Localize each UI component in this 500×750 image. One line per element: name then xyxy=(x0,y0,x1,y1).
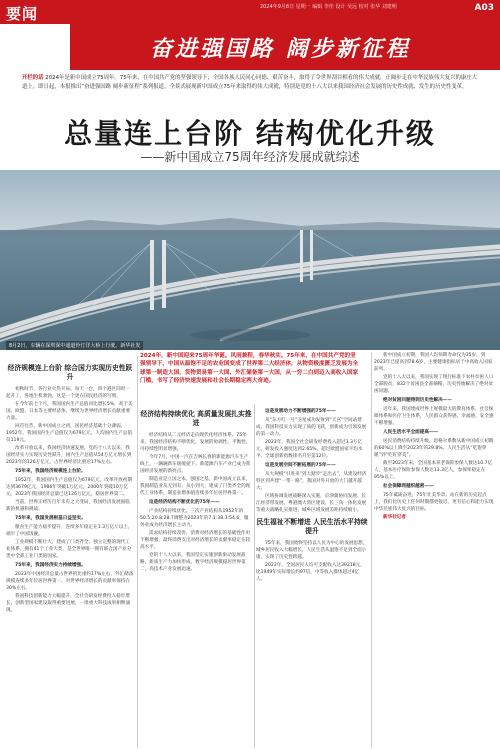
lead-paragraph xyxy=(22,74,482,91)
subheading: 社会保障网越织越密—— xyxy=(383,484,434,489)
paragraph: 工业规模不断壮大，建成了门类齐全、独立完整的现代工业体系，拥有41个工业大类，是全世界唯一拥有联合国产业分类中全部工业门类的国家。 xyxy=(6,540,132,559)
section-title: 要闻 xyxy=(6,5,39,23)
paragraph: 区域协调发展战略深入实施，京津冀协同发展、长江经济带发展、粤港澳大湾区建设、长三角一体化发展等重大战略扎实推进，城乡区域发展差距持续缩小。 xyxy=(256,494,367,513)
article-column-3 xyxy=(256,406,368,748)
column-divider xyxy=(137,356,138,748)
paragraph: 党的十八大以来，我国坚定实施创新驱动发展战略，新质生产力加快形成，数字经济规模稳居世界第二，高技术产业发展迅速。 xyxy=(140,553,246,572)
intro-summary: 2024年，新中国迎来75周年华诞。风雨兼程，春华秋实。75年来，在中国共产党的坚强领导下，中国从温饱不足的农业国变成了世界第二大经济体，从物资极度匮乏发展为全球第一制造大国、货物贸易第一大国、外汇储备第一大国，从一穷二白到迈入高收入国家门槛，书写了经济快速发展和社会长期稳定两大奇迹。 xyxy=(140,353,359,385)
subheadline: ——新中国成立75周年经济发展成就综述 xyxy=(140,150,360,164)
subheading: 这是经济结构不断优化的75年—— xyxy=(149,500,220,505)
paragraph: 需求结构持续改善，消费对经济增长的基础性作用不断增强，最终消费支出对经济增长的贡献率稳定在较高水平。 xyxy=(140,531,251,550)
article-column-2 xyxy=(140,406,252,748)
paragraph: 粮食生产能力稳步提升，连续多年稳定在1.3万亿斤以上，端牢了中国饭碗。 xyxy=(6,525,133,537)
subheading: 这是发展空间不断拓展的75年—— xyxy=(265,463,336,468)
subheading: 绝对贫困问题得到历史性解决—— xyxy=(383,398,452,403)
paragraph: 当前，世界正经历百年未有之大变局，我国经济发展面临新的机遇和挑战。 xyxy=(6,500,130,512)
column-divider xyxy=(254,404,255,748)
paragraph: 从大规模“引进来”到大踏步“走出去”，从建设经济特区到共建“一带一路”，我国对外开放的大门越开越大。 xyxy=(256,472,367,491)
section-heading-livelihood: 民生福祉不断增进 人民生活水平持续提升 xyxy=(256,518,368,535)
column-banner xyxy=(70,24,500,70)
section-heading-structure: 经济结构持续优化 高质量发展扎实推进 xyxy=(140,410,252,427)
paragraph: 我国科技创新能力大幅提升，全社会研发经费投入稳步增长，创新型国家建设取得重要进展，一批重大科技成果相继涌现。 xyxy=(6,594,131,613)
lead-text: 2024年是新中国成立75周年。75年来，在中国共产党的坚强领导下，全国各族人民同心同德、艰苦奋斗，取得了令世界刮目相看的伟大成就，正阔步走在中华民族伟大复兴的康庄大道上。即日起，本报推出“奋进强国路 阔步新征程”系列报道，全景式展现新中国成立75年来取得的伟大成就，特别是党的十八大以来我国经济社会发展的历史性成就、发生的历史性变革。 xyxy=(22,75,478,90)
subheading: 75年来，我国经济规模连上台阶。 xyxy=(15,469,86,474)
paragraph: 75年砥砺奋进，75年壮美华章。站在新的历史起点上，我们比历史上任何时期都更接近、更有信心和能力实现中华民族伟大复兴的目标。 xyxy=(374,493,494,512)
headline: 总量连上台阶 结构优化升级 xyxy=(64,117,436,150)
banner-title: 奋进强国路 阔步新征程 xyxy=(150,37,411,62)
paragraph: 改革开放以来，我国经济快速发展。党的十八大以来，我国经济实力实现历史性跃升，国内生产总值从54万亿元增长到2023年的126万亿元，占世界经济比重达17%左右。 xyxy=(6,446,132,465)
paragraph: 从“东方红一号”卫星成功发射到“天宫”空间站建成，我国科技实力实现了质的飞跃，创新成为引领发展的第一动力。 xyxy=(256,418,367,437)
paragraph: 初秋时节，各行业火热开局。每天一台，四个港区同时一起开工，各地生机勃勃，这是一个更在国民经济的写照。 xyxy=(6,387,130,399)
paragraph: 居民消费结构持续升级，恩格尔系数从新中国成立初期的60%以上降至2023年的29.8%，人民生活从“吃饱穿暖”到“吃好穿美”。 xyxy=(374,439,494,458)
paragraph: 截至2023年末，全国基本养老保险参保人数达10.7亿人，基本医疗保险参保人数达13.3亿人，参保率稳定在95%以上。 xyxy=(374,461,493,480)
photo-caption: 8月2日，车辆在深圳深中通道伶仃洋大桥上行驶。新华社发 xyxy=(6,341,143,350)
paragraph: 2023年中国经济总量占世界的比重约17%左右，外汇储备规模连续多年位居世界第一，对世界经济增长的贡献率保持在30%左右。 xyxy=(6,572,134,591)
paragraph: 75年来，我国始终坚持以人民为中心的发展思想，城乡居民收入大幅增长，人民生活从温饱不足到全面小康，实现了历史性跨越。 xyxy=(256,541,368,560)
subheading: 75年来，我国经济实力持续增强。 xyxy=(15,563,86,568)
bridge-photo-illustration xyxy=(0,170,500,350)
paragraph: 回首往昔，新中国成立之初，国民经济基础十分薄弱。1952年，我国国内生产总值仅为679亿元，人均国内生产总值仅119元。 xyxy=(6,424,133,443)
page-number: A03 xyxy=(474,3,494,13)
subheading: 75年来，我国发展根基日益坚实。 xyxy=(15,516,86,521)
bridge-photo xyxy=(0,170,500,350)
paragraph: 1952年，我国国内生产总值仅为679亿元，改革开放初期达到3679亿元，1986年突破1万亿元，2000年突破10万亿元。2023年我国经济总量已达126万亿元，稳居世界第二。 xyxy=(6,478,132,497)
paragraph: 今年7月，中国一汽在吉林长春的新能源汽车生产线上，一辆辆新车缓缓驶下。新能源汽车产业已成为我国经济发展的新亮点。 xyxy=(140,455,251,474)
issue-meta: 2024年9月8日 星期一 编辑 李佳 设计 吴远 校对 张华 刘建明 xyxy=(260,4,397,10)
article-column-4 xyxy=(374,352,494,748)
subheading: 人民生活水平全面提高—— xyxy=(383,430,439,435)
masthead xyxy=(0,0,500,24)
paragraph: 制造业是立国之本、强国之基。新中国成立以来，我国制造业从无到有、从小到大，建成了门类齐全的现代工业体系，制造业增加值连续多年位居世界第一。 xyxy=(140,477,251,496)
paragraph: 新中国成立初期，我国人均预期寿命仅为35岁，到2023年已提高到78.6岁，主要健康指标居于中高收入国家前列。 xyxy=(374,353,493,372)
paragraph: 2023年，我国全社会研发经费投入超过3.3万亿元，研发投入强度达到2.65%，超过欧盟国家平均水平。全球创新指数排名升至第12位。 xyxy=(256,440,363,459)
article-column-1 xyxy=(6,360,134,748)
paragraph: 在今年前七个月，我国国内生产总值同比增长5%，高于美国、欧盟、日本等主要经济体，继续为世界经济增长贡献重要力量。 xyxy=(6,402,133,421)
lead-highlight: 开栏的话 xyxy=(22,75,44,81)
subheading: 这是发展动力不断增强的75年—— xyxy=(265,409,336,414)
article-author: 新华社记者 xyxy=(383,515,406,520)
paragraph: 产业结构持续优化。三次产业结构从1952年的50.5:20.8:28.7调整为2023年的7.1:38.3:54.6，服务业成为经济增长主动力。 xyxy=(140,509,249,528)
paragraph: 近年来，我国建成世界上规模最大的教育体系、社会保障体系和医疗卫生体系，人民群众获得感、幸福感、安全感不断增强。 xyxy=(374,407,494,426)
paragraph: 党的十八大以来，我国实现了现行标准下农村贫困人口全部脱贫，832个贫困县全部摘帽，历史性地解决了绝对贫困问题。 xyxy=(374,375,494,394)
section-heading-scale: 经济规模连上台阶 综合国力实现历史性跃升 xyxy=(7,364,133,381)
column-divider xyxy=(371,352,372,748)
paragraph: 2023年，全国居民人均可支配收入达39218元，比1949年实际增长约97倍，中等收入群体超过4亿人。 xyxy=(256,563,365,582)
paragraph: 经济结构从二元经济走向现代化经济体系。75年来，我国经济结构不断优化，发展的协调性、平衡性、可持续性明显增强。 xyxy=(140,433,251,452)
